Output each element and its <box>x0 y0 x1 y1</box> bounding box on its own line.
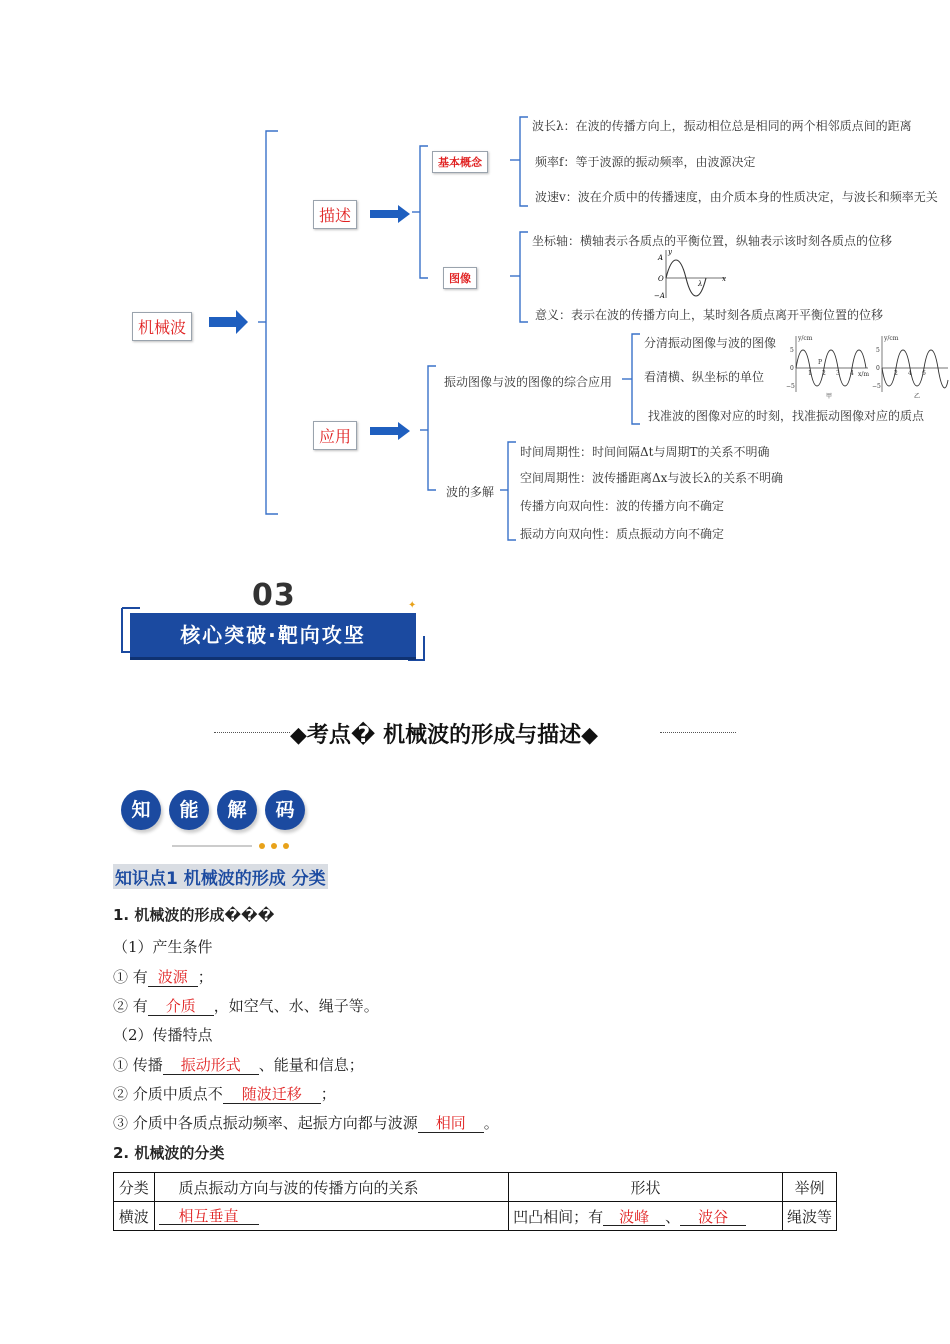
combined-item-3: 找准波的图像对应的时刻，找准振动图像对应的质点 <box>648 409 925 423</box>
combined-item-2: 看清横、纵坐标的单位 <box>644 370 765 384</box>
multi-item-direction: 传播方向双向性：波的传播方向不确定 <box>520 499 725 513</box>
graph1-y-label: y/cm <box>798 335 813 342</box>
multi-item-time: 时间周期性：时间间隔Δt与周期T的关系不明确 <box>520 445 770 459</box>
heading-formation: 1. 机械波的形成��� <box>113 906 275 924</box>
answer-medium: 介质 <box>148 999 214 1016</box>
line-feature-2: ② 介质中质点不 随波迁移 ； <box>113 1085 336 1103</box>
kaodian-title: ◆考点� 机械波的形成与描述◆ <box>290 723 598 748</box>
title-dotted-left <box>214 732 290 733</box>
graph1-p: P <box>818 359 823 366</box>
node-apply: 应用 <box>313 421 357 450</box>
graph2-y-label: y/cm <box>884 335 899 342</box>
graph2-six: 6 <box>922 370 926 377</box>
vibration-wave-graphs <box>784 332 950 400</box>
answer-not-migrate: 随波迁移 <box>223 1087 321 1104</box>
wave-a-label: A <box>658 254 664 262</box>
classification-table <box>113 1172 837 1231</box>
answer-same: 相同 <box>418 1116 484 1133</box>
graph1-two: 2 <box>822 370 826 377</box>
graph1-four: 4 <box>850 370 854 377</box>
line-condition-2: ② 有 介质 ，如空气、水、绳子等。 <box>113 997 379 1015</box>
graph2-caption: 乙 <box>914 393 921 400</box>
graph1-five: 5 <box>790 347 794 354</box>
node-describe: 描述 <box>313 200 357 229</box>
badge-ma: 码 <box>265 790 305 830</box>
concept-frequency: 频率f：等于波源的振动频率，由波源决定 <box>535 155 756 169</box>
zhineng-badges <box>121 790 313 830</box>
graph2-four: 4 <box>908 370 912 377</box>
image-meaning: 意义：表示在波的传播方向上，某时刻各质点离开平衡位置的位移 <box>535 308 884 322</box>
wave-nega-label: −A <box>654 292 665 300</box>
svg-text:✦: ✦ <box>408 600 417 611</box>
table-row <box>114 1202 837 1231</box>
graph1-zero: 0 <box>790 365 794 372</box>
wave-y-label: y <box>668 248 672 256</box>
line-feature-3: ③ 介质中各质点振动频率、起振方向都与波源 相同 。 <box>113 1114 499 1132</box>
graph1-one: 1 <box>808 370 812 377</box>
answer-vibration-form: 振动形式 <box>163 1058 259 1075</box>
concept-wave-speed: 波速v：波在介质中的传播速度，由介质本身的性质决定，与波长和频率无关 <box>535 190 938 204</box>
wave-x-label: x <box>722 275 726 283</box>
badge-underline <box>172 840 302 852</box>
node-basic-concept: 基本概念 <box>432 151 488 173</box>
td-example: 绳波等 <box>782 1202 836 1231</box>
graph1-caption: 甲 <box>826 393 833 400</box>
th-example: 举例 <box>782 1173 836 1202</box>
th-shape: 形状 <box>509 1173 783 1202</box>
graph2-two: 2 <box>894 370 898 377</box>
badge-jie: 解 <box>217 790 257 830</box>
wave-diagram <box>652 248 732 302</box>
section-title: 核心突破·靶向攻坚 <box>130 613 416 657</box>
td-type: 横波 <box>114 1202 155 1231</box>
wave-lambda-label: λ <box>698 280 703 288</box>
td-relation <box>154 1202 509 1231</box>
graph2-negfive: −5 <box>872 383 881 390</box>
node-image: 图像 <box>443 267 477 289</box>
wave-o-label: O <box>658 275 664 283</box>
combined-item-1: 分清振动图像与波的图像 <box>644 336 777 350</box>
answer-trough: 波谷 <box>680 1210 746 1227</box>
graph1-three: 3 <box>836 370 840 377</box>
td-shape: 凹凸相间；有 波峰 、 波谷 <box>509 1202 783 1231</box>
graph1-negfive: −5 <box>786 383 795 390</box>
answer-perpendicular: 相互垂直 <box>159 1209 259 1226</box>
line-features: （2）传播特点 <box>113 1026 213 1044</box>
badge-neng: 能 <box>169 790 209 830</box>
graph2-five: 5 <box>876 347 880 354</box>
node-combined-application: 振动图像与波的图像的综合应用 <box>444 375 613 389</box>
heading-classification: 2. 机械波的分类 <box>113 1144 225 1162</box>
flow-arrows <box>209 205 410 440</box>
node-multiple-solutions: 波的多解 <box>446 485 495 499</box>
title-dotted-right <box>660 732 736 733</box>
badge-zhi: 知 <box>121 790 161 830</box>
image-axes: 坐标轴：横轴表示各质点的平衡位置，纵轴表示该时刻各质点的位移 <box>532 234 893 248</box>
line-condition-1: ① 有 波源 ； <box>113 968 213 986</box>
graph2-zero: 0 <box>876 365 880 372</box>
line-feature-1: ① 传播 振动形式 、能量和信息； <box>113 1056 364 1074</box>
knowledge-point-heading: 知识点1 机械波的形成 分类 <box>113 864 328 889</box>
table-header-row <box>114 1173 837 1202</box>
answer-wave-source: 波源 <box>148 970 198 987</box>
line-conditions: （1）产生条件 <box>113 938 213 956</box>
graph1-x-label: x/m <box>858 371 870 378</box>
concept-wavelength: 波长λ：在波的传播方向上，振动相位总是相同的两个相邻质点间的距离 <box>532 119 912 133</box>
answer-crest: 波峰 <box>603 1210 665 1227</box>
th-category: 分类 <box>114 1173 155 1202</box>
th-relation: 质点振动方向与波的传播方向的关系 <box>154 1173 509 1202</box>
section-number: 03 <box>252 578 296 613</box>
root-node-mechanical-wave: 机械波 <box>132 312 192 341</box>
multi-item-vibration: 振动方向双向性：质点振动方向不确定 <box>520 527 725 541</box>
multi-item-space: 空间周期性：波传播距离Δx与波长λ的关系不明确 <box>520 471 784 485</box>
